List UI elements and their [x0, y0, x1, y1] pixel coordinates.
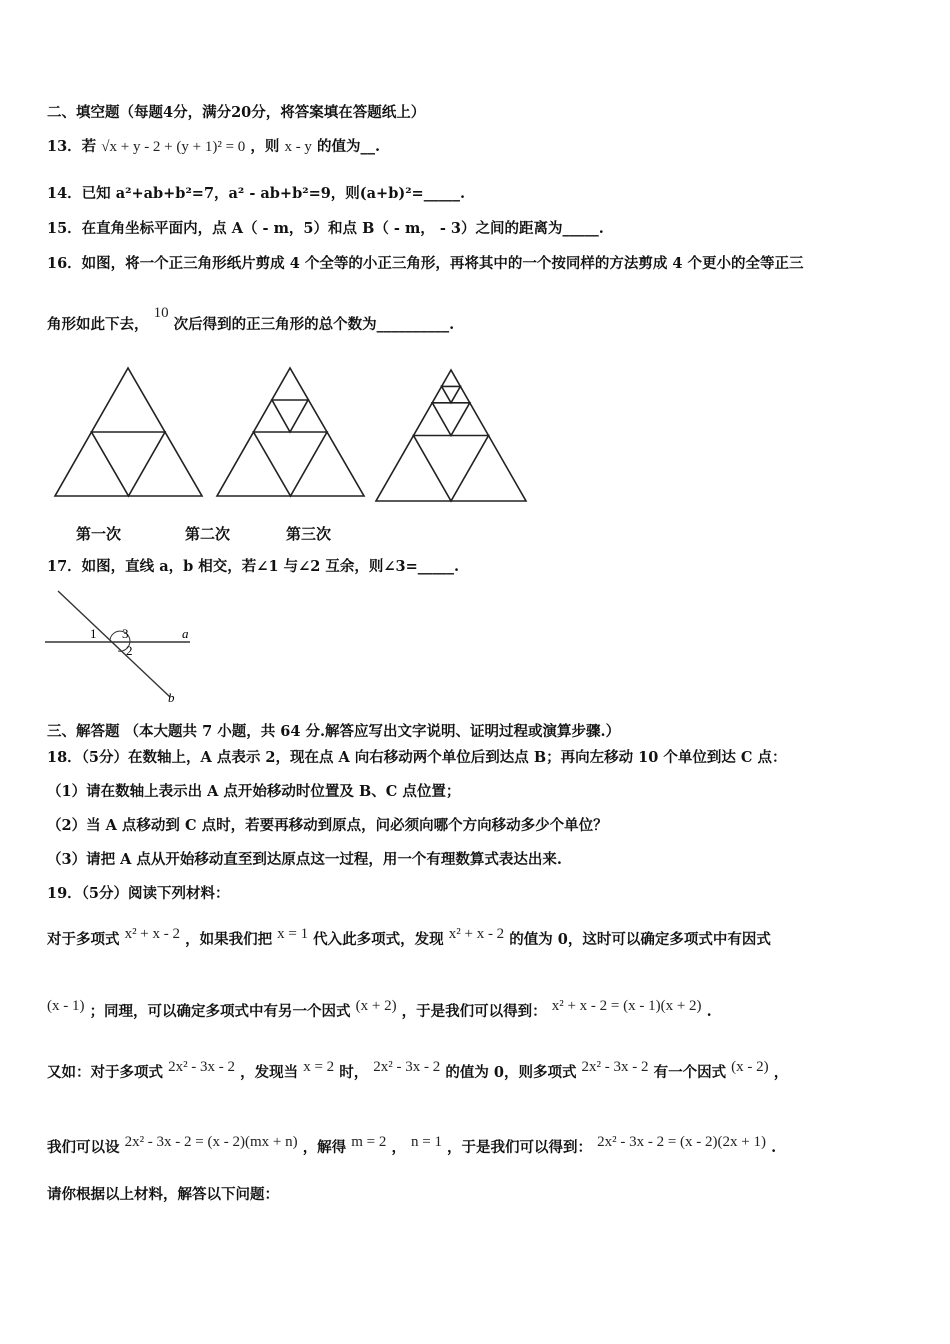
q13-expression: x - y — [284, 139, 312, 155]
q13-equation: √x + y - 2 + (y + 1)² = 0 — [101, 139, 246, 155]
q19-l4-t4: ，于是我们可以得到： — [447, 1139, 593, 1156]
q19-l4-m4: 2x² - 3x - 2 = (x - 2)(2x + 1) — [597, 1134, 766, 1150]
q19-l2-t3: . — [706, 1003, 712, 1020]
question-19-line-1 — [47, 926, 771, 950]
q19-l2-m3: x² + x - 2 = (x - 1)(x + 2) — [551, 998, 702, 1014]
question-18-part-3: （3）请把 A 点从开始移动直至到达原点这一过程，用一个有理数算式表达出来. — [47, 851, 562, 868]
q19-l2-t1: ；同理，可以确定多项式中有另一个因式 — [89, 1003, 351, 1020]
question-19-line-2 — [47, 998, 712, 1022]
q13-number: 13．若 — [47, 138, 97, 155]
line-a-label: a — [182, 626, 189, 641]
q19-l4-t5: . — [771, 1139, 777, 1156]
question-19-stem: 19．（5分）阅读下列材料： — [47, 885, 230, 902]
q19-l3-m2: x = 2 — [303, 1059, 335, 1075]
question-19-line-5: 请你根据以上材料，解答以下问题： — [47, 1186, 279, 1203]
q19-l3-m3: 2x² - 3x - 2 — [373, 1059, 441, 1075]
q19-l3-t4: 的值为 0，则多项式 — [445, 1064, 577, 1081]
q19-l1-t4: 的值为 0，这时可以确定多项式中有因式 — [509, 931, 771, 948]
inner-triangle — [92, 432, 166, 496]
section-3-heading: 三、解答题 （本大题共 7 小题，共 64 分.解答应写出文字说明、证明过程或演算步骤.） — [47, 723, 621, 740]
q19-l3-t3: 时， — [339, 1064, 369, 1081]
intersecting-lines-figure — [40, 585, 200, 710]
q13-tail: 的值为__. — [317, 138, 381, 155]
q19-l1-t1: 对于多项式 — [47, 931, 120, 948]
caption-second: 第二次 — [185, 525, 231, 543]
caption-third: 第三次 — [286, 525, 332, 543]
q19-l4-t3: ， — [391, 1139, 406, 1156]
small-inner-triangle — [432, 403, 470, 436]
q19-l1-t2: ，如果我们把 — [185, 931, 273, 948]
q19-l1-t3: 代入此多项式，发现 — [313, 931, 444, 948]
q19-l2-m1: (x - 1) — [47, 998, 85, 1014]
question-13 — [47, 137, 380, 157]
line-b — [58, 591, 170, 697]
q19-l3-m5: (x - 2) — [731, 1059, 769, 1075]
q19-l4-m3: n = 1 — [411, 1134, 442, 1150]
q19-l3-m4: 2x² - 3x - 2 — [581, 1059, 649, 1075]
question-18-part-1: （1）请在数轴上表示出 A 点开始移动时位置及 B、C 点位置； — [47, 783, 461, 800]
q16-ten: 10 — [153, 305, 169, 321]
q19-l4-m2: m = 2 — [351, 1134, 387, 1150]
question-14: 14．已知 a²+ab+b²=7，a² - ab+b²=9，则(a+b)²=_____. — [47, 185, 466, 202]
question-17: 17．如图，直线 a，b 相交，若∠1 与∠2 互余，则∠3=_____. — [47, 558, 460, 575]
q19-l3-t5: 有一个因式 — [653, 1064, 727, 1081]
question-18-part-2: （2）当 A 点移动到 C 点时，若要再移动到原点，问必须向哪个方向移动多少个单位？ — [47, 817, 608, 834]
question-15: 15．在直角坐标平面内，点 A（ - m，5）和点 B（ - m， - 3）之间的距离为_____. — [47, 220, 604, 237]
small-inner-triangle — [272, 400, 308, 432]
q19-l4-t1: 我们可以设 — [47, 1139, 120, 1156]
triangle-figure-3 — [373, 365, 533, 505]
q19-l1-m2: x = 1 — [277, 926, 309, 942]
question-19-line-3 — [47, 1059, 789, 1083]
q19-l1-m3: x² + x - 2 — [448, 926, 505, 942]
q19-l3-t6: ， — [773, 1064, 789, 1081]
line-b-label: b — [168, 690, 175, 705]
q16-text-b: 次后得到的正三角形的总个数为__________. — [173, 316, 455, 333]
q19-l4-m1: 2x² - 3x - 2 = (x - 2)(mx + n) — [124, 1134, 298, 1150]
question-16-line-1: 16．如图，将一个正三角形纸片剪成 4 个全等的小正三角形，再将其中的一个按同样的方法剪成 4 个更小的全等正三 — [47, 255, 804, 272]
q19-l3-t1: 又如：对于多项式 — [47, 1064, 163, 1081]
smallest-inner-triangle — [442, 386, 461, 402]
angle-1-label: 1 — [90, 626, 97, 641]
q19-l3-m1: 2x² - 3x - 2 — [168, 1059, 236, 1075]
inner-triangle — [414, 436, 489, 502]
angle-2-label: 2 — [126, 643, 133, 658]
q19-l2-t2: ，于是我们可以得到： — [401, 1003, 547, 1020]
question-18-stem: 18．（5分）在数轴上，A 点表示 2，现在点 A 向右移动两个单位后到达点 B；再向左移动 10 个单位到达 C 点： — [47, 749, 787, 766]
question-19-line-4 — [47, 1134, 777, 1158]
q16-text-a: 角形如此下去， — [47, 316, 149, 333]
inner-triangle — [254, 432, 328, 496]
triangle-figure-2 — [212, 365, 372, 500]
triangle-figure-1 — [50, 365, 210, 500]
q13-then: ，则 — [250, 138, 280, 155]
section-2-heading: 二、填空题（每题4分，满分20分，将答案填在答题纸上） — [47, 104, 426, 121]
q19-l3-t2: ，发现当 — [240, 1064, 299, 1081]
q19-l1-m1: x² + x - 2 — [124, 926, 181, 942]
q19-l2-m2: (x + 2) — [355, 998, 397, 1014]
q19-l4-t2: ，解得 — [302, 1139, 347, 1156]
caption-first: 第一次 — [76, 525, 122, 543]
question-16-line-2 — [47, 305, 455, 335]
angle-3-label: 3 — [122, 626, 129, 641]
